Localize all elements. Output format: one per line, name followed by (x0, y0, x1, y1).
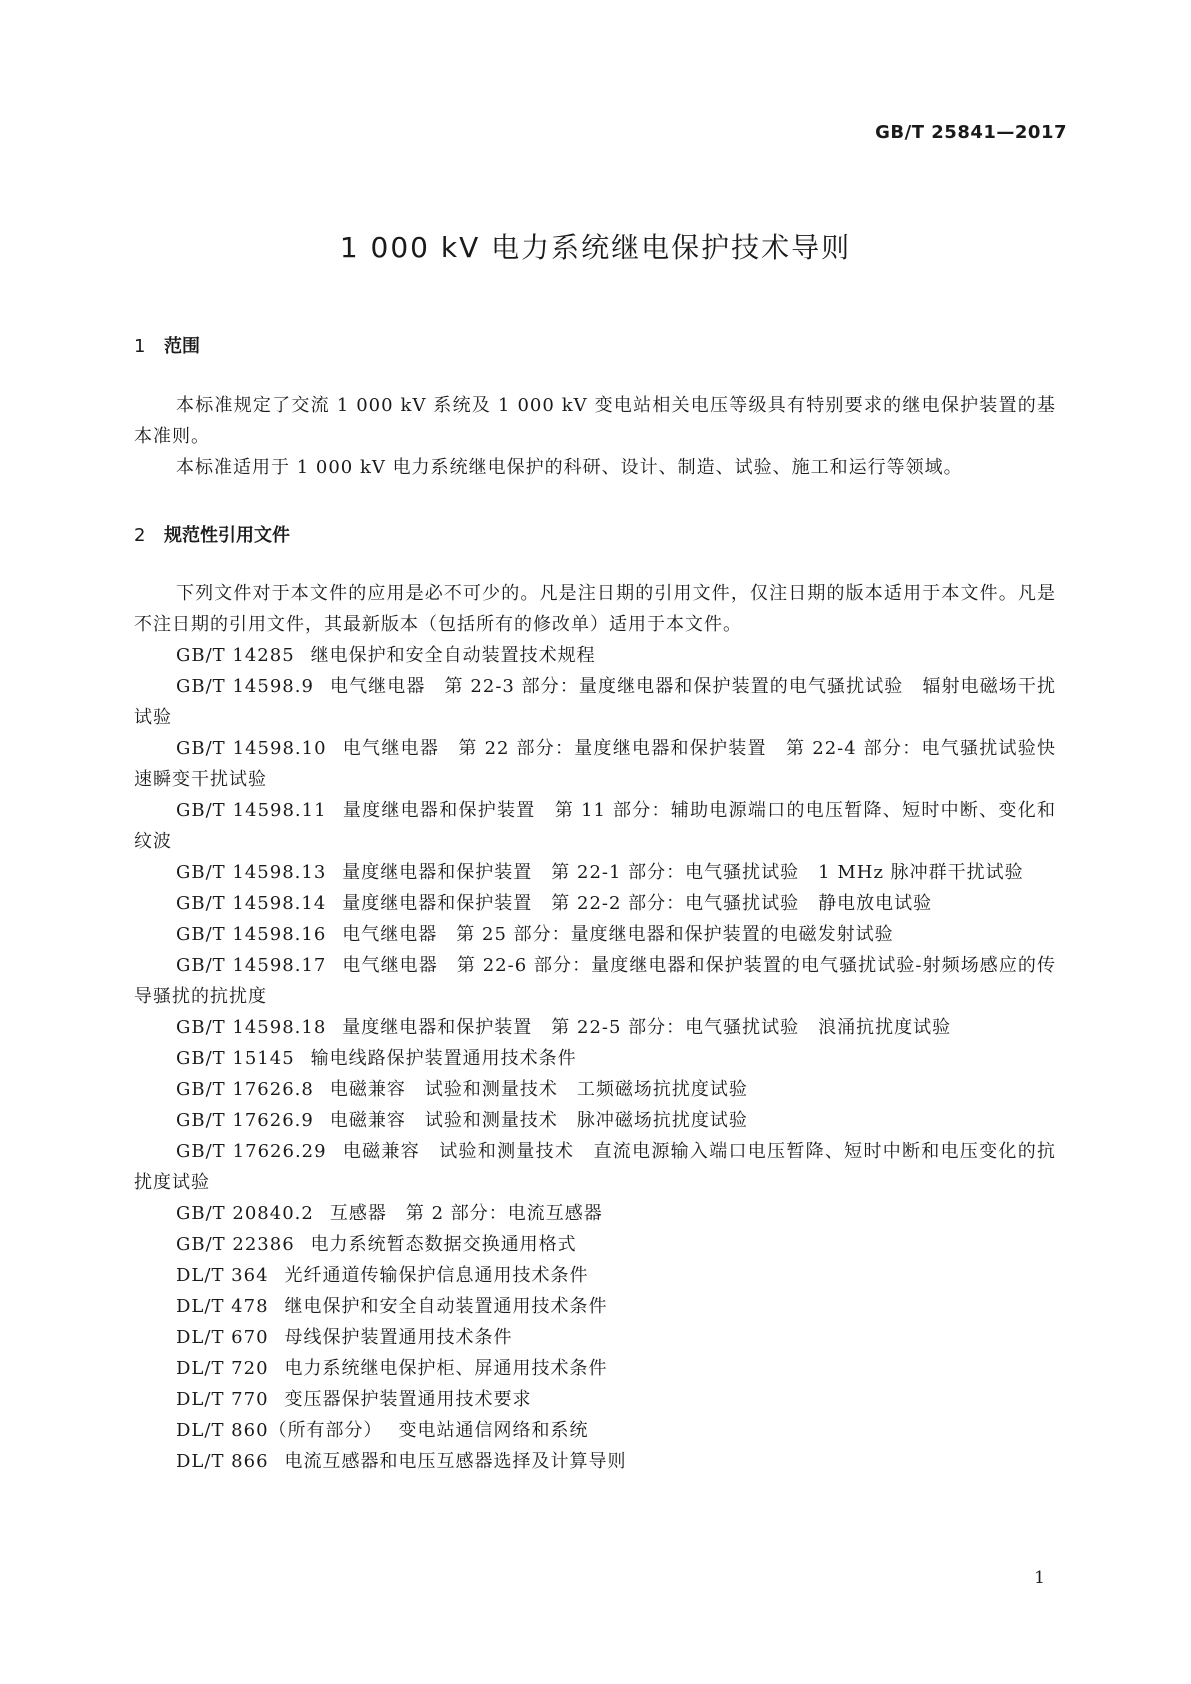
reference-item (134, 1415, 1056, 1446)
reference-code: DL/T 670 (176, 1327, 269, 1348)
reference-code: GB/T 14285 (176, 645, 295, 666)
reference-item (134, 1260, 1056, 1291)
reference-code: DL/T 866 (176, 1451, 269, 1472)
reference-code: DL/T 720 (176, 1358, 269, 1379)
reference-title: 电力系统继电保护柜、屏通用技术条件 (284, 1358, 608, 1379)
reference-item (134, 1229, 1056, 1260)
reference-title: 电气继电器 第 22-3 部分：量度继电器和保护装置的电气骚扰试验 辐射电磁场干扰试验 (134, 676, 1056, 728)
reference-title: 电磁兼容 试验和测量技术 脉冲磁场抗扰度试验 (329, 1110, 748, 1131)
reference-item (134, 1012, 1056, 1043)
normative-references-body (134, 578, 1056, 1477)
paragraph: 下列文件对于本文件的应用是必不可少的。凡是注日期的引用文件，仅注日期的版本适用于本文件。凡是不注日期的引用文件，其最新版本（包括所有的修改单）适用于本文件。 (134, 583, 1056, 635)
reference-title: 电力系统暂态数据交换通用格式 (310, 1234, 577, 1255)
reference-code: GB/T 14598.16 (176, 924, 327, 945)
reference-code: DL/T 364 (176, 1265, 269, 1286)
reference-title: 量度继电器和保护装置 第 11 部分：辅助电源端口的电压暂降、短时中断、变化和纹波 (134, 800, 1056, 852)
reference-code: GB/T 17626.29 (176, 1141, 327, 1162)
reference-item (134, 1446, 1056, 1477)
reference-item (134, 1136, 1056, 1198)
document-title: 1 000 kV 电力系统继电保护技术导则 (339, 231, 852, 264)
reference-item (134, 1322, 1056, 1353)
section-title: 范围 (164, 336, 200, 357)
reference-code: DL/T 770 (176, 1389, 269, 1410)
reference-item (134, 1074, 1056, 1105)
reference-code: GB/T 14598.9 (176, 676, 314, 697)
reference-code: GB/T 14598.13 (176, 862, 327, 883)
reference-title: 电气继电器 第 22 部分：量度继电器和保护装置 第 22-4 部分：电气骚扰试验快速瞬变干扰试验 (134, 738, 1056, 790)
reference-title: 量度继电器和保护装置 第 22-1 部分：电气骚扰试验 1 MHz 脉冲群干扰试验 (342, 862, 1024, 883)
reference-item (134, 671, 1056, 733)
reference-item (134, 919, 1056, 950)
reference-title: 量度继电器和保护装置 第 22-2 部分：电气骚扰试验 静电放电试验 (342, 893, 933, 914)
reference-code: DL/T 860（所有部分） (176, 1420, 383, 1441)
reference-item (134, 1291, 1056, 1322)
paragraph: 本标准适用于 1 000 kV 电力系统继电保护的科研、设计、制造、试验、施工和运行等领域。 (176, 457, 963, 478)
reference-code: GB/T 17626.9 (176, 1110, 314, 1131)
reference-code: GB/T 14598.17 (176, 955, 327, 976)
section-1-heading (134, 332, 200, 358)
reference-item (134, 888, 1056, 919)
reference-title: 输电线路保护装置通用技术条件 (310, 1048, 577, 1069)
standard-number: GB/T 25841—2017 (875, 122, 1067, 143)
reference-item (134, 640, 1056, 671)
reference-title: 继电保护和安全自动装置技术规程 (310, 645, 596, 666)
paragraph: 本标准规定了交流 1 000 kV 系统及 1 000 kV 变电站相关电压等级具有特别要求的继电保护装置的基本准则。 (134, 395, 1056, 447)
reference-title: 电气继电器 第 22-6 部分：量度继电器和保护装置的电气骚扰试验-射频场感应的传导骚扰的抗扰度 (134, 955, 1056, 1007)
reference-item (134, 733, 1056, 795)
reference-title: 光纤通道传输保护信息通用技术条件 (284, 1265, 589, 1286)
reference-item (134, 1198, 1056, 1229)
reference-code: DL/T 478 (176, 1296, 269, 1317)
reference-item (134, 1353, 1056, 1384)
reference-item (134, 1043, 1056, 1074)
reference-code: GB/T 14598.18 (176, 1017, 327, 1038)
reference-item (134, 950, 1056, 1012)
reference-title: 电流互感器和电压互感器选择及计算导则 (284, 1451, 627, 1472)
reference-item (134, 1384, 1056, 1415)
reference-title: 量度继电器和保护装置 第 22-5 部分：电气骚扰试验 浪涌抗扰度试验 (342, 1017, 952, 1038)
section-title: 规范性引用文件 (164, 525, 290, 546)
reference-title: 变压器保护装置通用技术要求 (284, 1389, 532, 1410)
scope-section-body (134, 390, 1056, 483)
reference-title: 电磁兼容 试验和测量技术 直流电源输入端口电压暂降、短时中断和电压变化的抗扰度试验 (134, 1141, 1056, 1193)
reference-title: 电气继电器 第 25 部分：量度继电器和保护装置的电磁发射试验 (342, 924, 894, 945)
reference-item (134, 1105, 1056, 1136)
reference-code: GB/T 15145 (176, 1048, 295, 1069)
reference-item (134, 857, 1056, 888)
section-number: 1 (134, 336, 146, 357)
section-2-heading (134, 521, 290, 547)
reference-title: 电磁兼容 试验和测量技术 工频磁场抗扰度试验 (329, 1079, 748, 1100)
reference-item (134, 795, 1056, 857)
reference-title: 变电站通信网络和系统 (398, 1420, 589, 1441)
reference-code: GB/T 14598.11 (176, 800, 327, 821)
reference-code: GB/T 17626.8 (176, 1079, 314, 1100)
section-number: 2 (134, 525, 146, 546)
reference-title: 母线保护装置通用技术条件 (284, 1327, 513, 1348)
reference-title: 互感器 第 2 部分：电流互感器 (329, 1203, 603, 1224)
reference-code: GB/T 22386 (176, 1234, 295, 1255)
reference-list (134, 640, 1056, 1477)
page-number: 1 (1034, 1568, 1045, 1588)
reference-title: 继电保护和安全自动装置通用技术条件 (284, 1296, 608, 1317)
reference-code: GB/T 14598.10 (176, 738, 327, 759)
reference-code: GB/T 14598.14 (176, 893, 327, 914)
reference-code: GB/T 20840.2 (176, 1203, 314, 1224)
